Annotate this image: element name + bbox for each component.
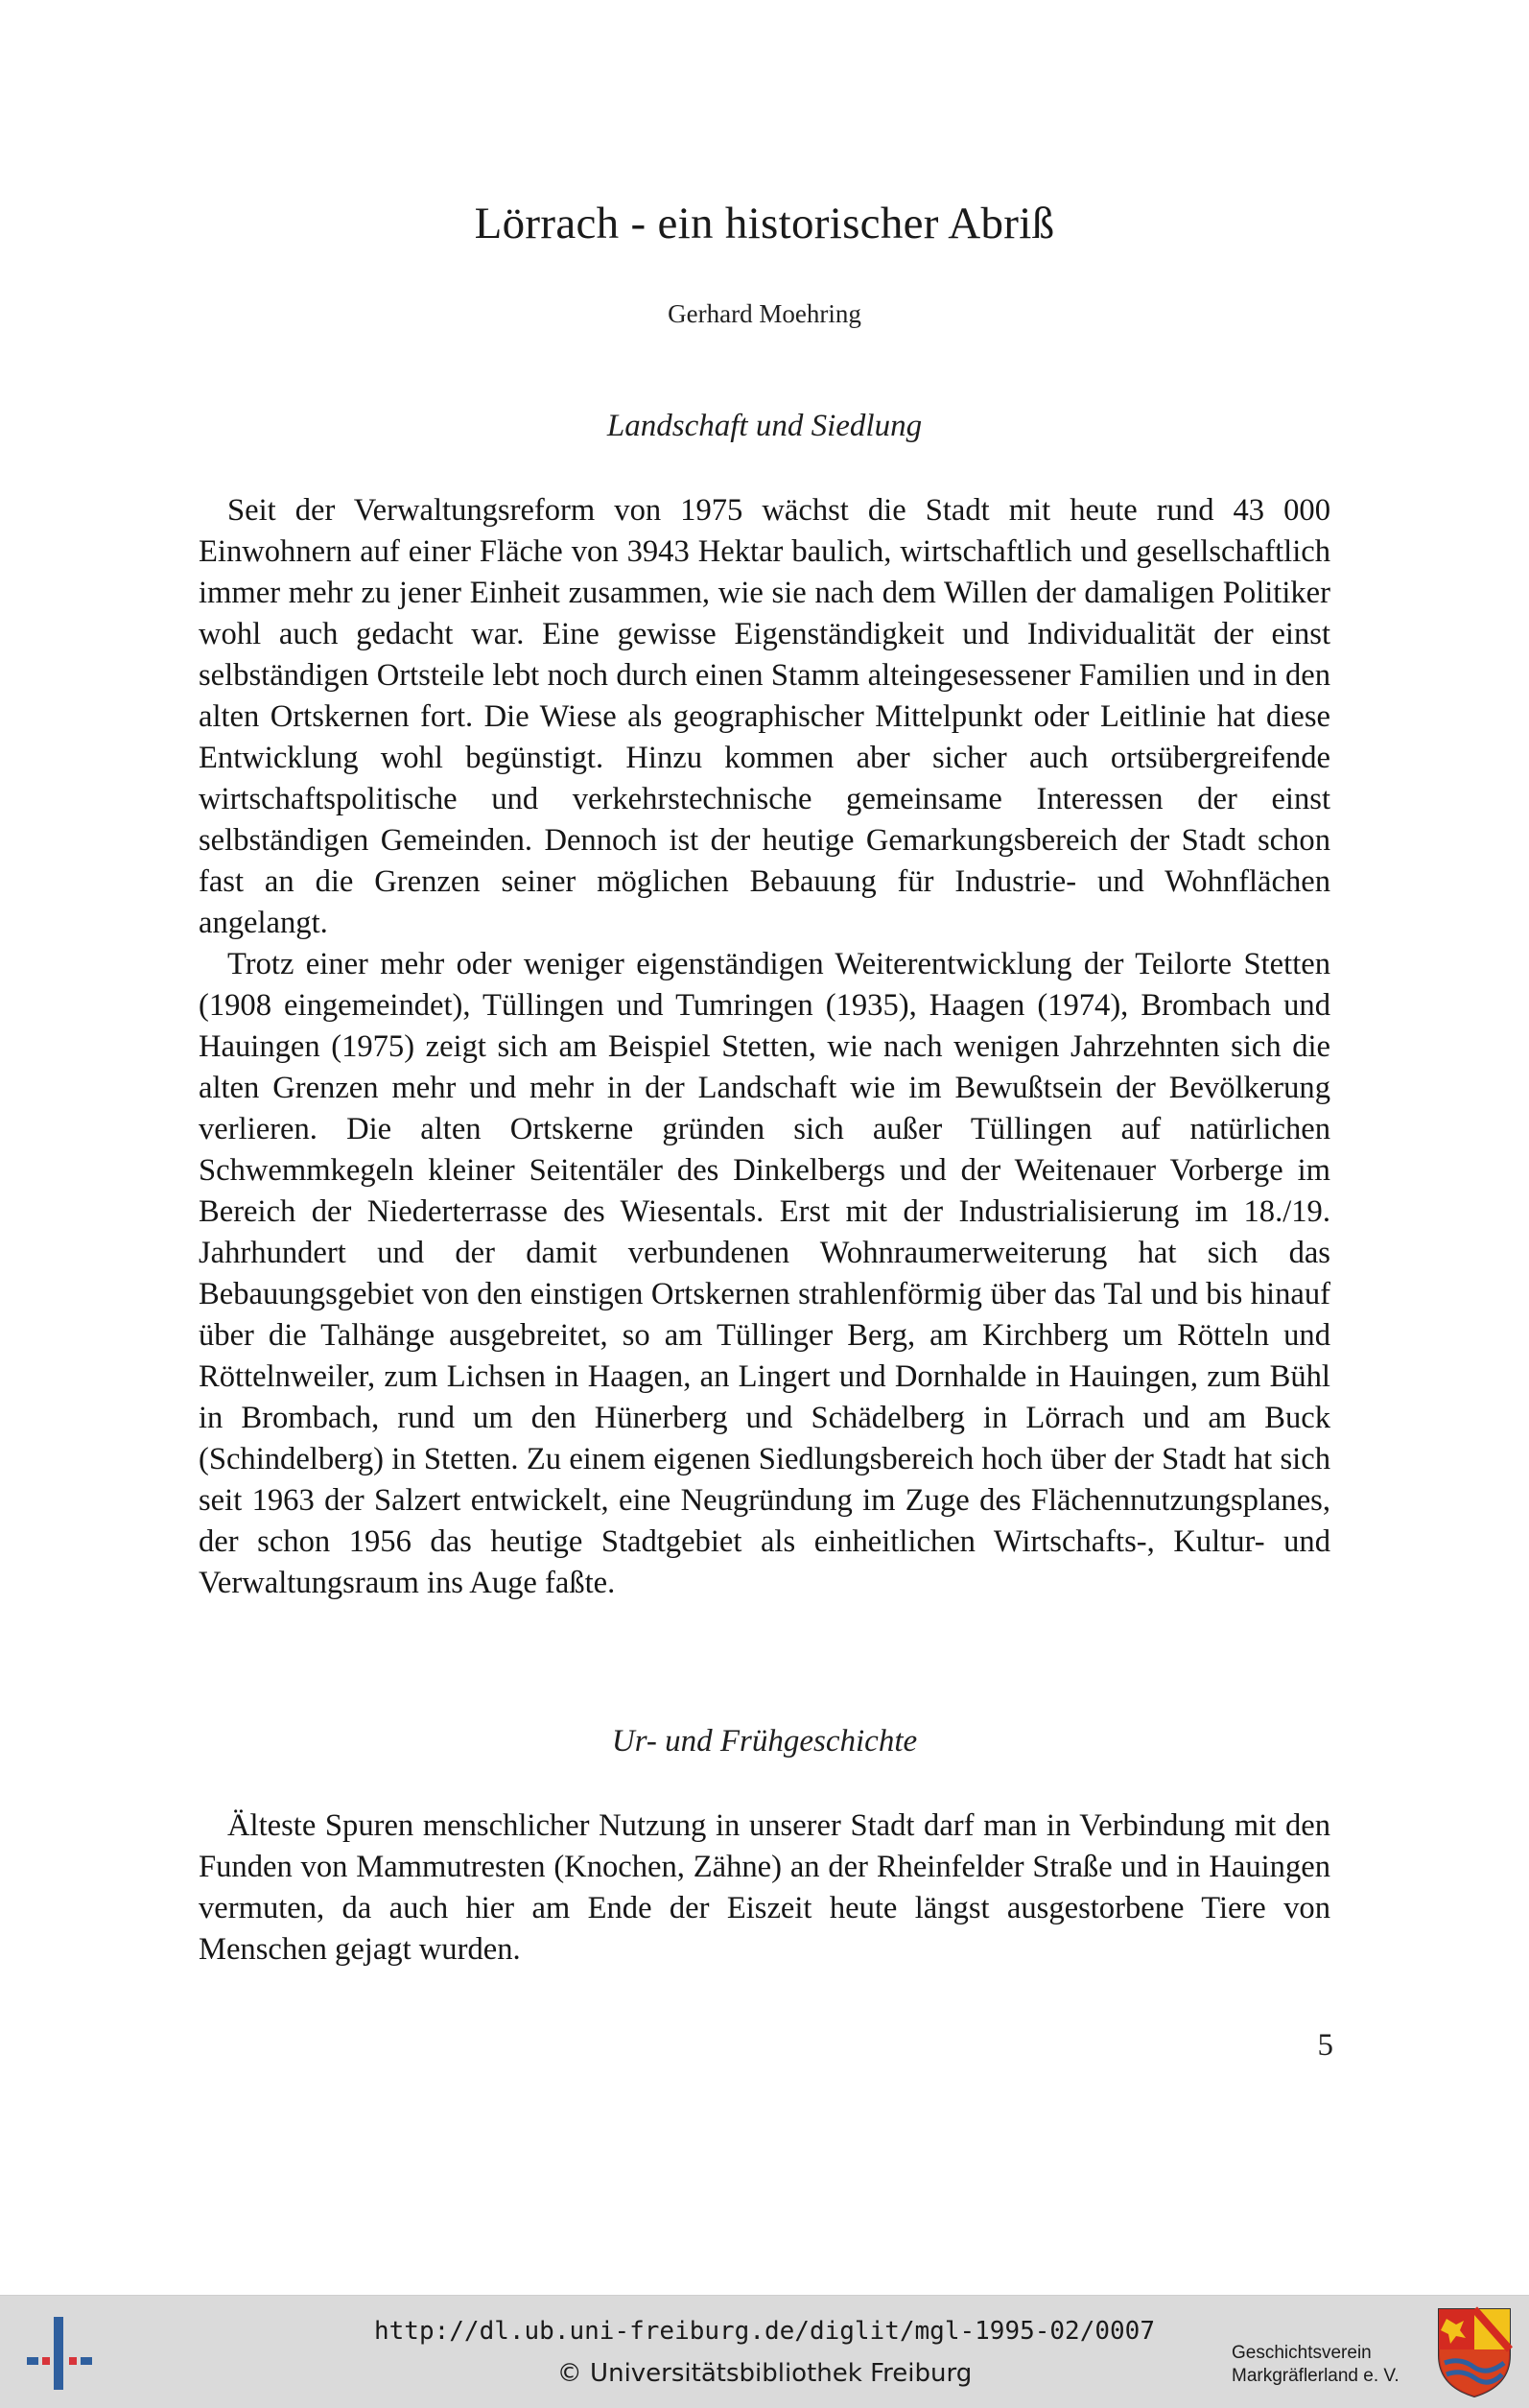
copyright-notice: © Universitätsbibliothek Freiburg <box>556 2359 973 2388</box>
source-url-link[interactable]: http://dl.ub.uni-freiburg.de/diglit/mgl-1995-02/0007 <box>374 2317 1155 2346</box>
paragraph: Trotz einer mehr oder weniger eigenständigen Weiterentwicklung der Teilorte Stetten (1908 eingemeindet), Tüllingen und Tumringen (1935), Haagen (1974), Brombach und Hauingen (1975) zeigt sich am Beispiel Stetten, wie nach wenigen Jahrzehnten sich die alten Grenzen mehr und mehr in der Landschaft wie im Bewußtsein der Bevölkerung verlieren. Die alten Ortskerne gründen sich außer Tüllingen auf natürlichen Schwemmkegeln kleiner Seitentäler des Dinkelbergs und der Weitenauer Vorberge im Bereich der Niederterrasse des Wiesentals. Erst mit der Industrialisierung im 18./19. Jahrhundert und der damit verbundenen Wohnraumerweiterung hat sich das Bebauungsgebiet von den einstigen Ortskernen strahlenförmig über das Tal und bis hinauf über die Talhänge ausgebreitet, so am Tüllinger Berg, am Kirchberg um Rötteln und Röttelnweiler, zum Lichsen in Haagen, an Lingert und Dornhalde in Hauingen, zum Bühl in Brombach, rund um den Hünerberg und Schädelberg in Lörrach und am Buck (Schindelberg) in Stetten. Zu einem eigenen Siedlungsbereich hoch über der Stadt hat sich seit 1963 der Salzert entwickelt, eine Neugründung im Zuge des Flächennutzungsplanes, der schon 1956 das heutige Stadtgebiet als einheitlichen Wirtschafts-, Kultur- und Verwaltungsraum ins Auge faßte. <box>199 947 1330 1600</box>
society-name-line2: Markgräflerland e. V. <box>1232 2366 1400 2386</box>
paragraph: Seit der Verwaltungsreform von 1975 wächst die Stadt mit heute rund 43 000 Einwohnern auf einer Fläche von 3943 Hektar baulich, wirtschaftlich und gesellschaftlich immer mehr zu jener Einheit zusammen, wie sie nach dem Willen der damaligen Politiker wohl auch gedacht war. Eine gewisse Eigenständigkeit und Individualität der einst selbständigen Ortsteile lebt noch durch einen Stamm alteingesessener Familien und in den alten Ortskernen fort. Die Wiese als geographischer Mittelpunkt oder Leitlinie hat diese Entwicklung wohl begünstigt. Hinzu kommen aber sicher auch ortsübergreifende wirtschaftspolitische und verkehrstechnische gemeinsame Interessen der einst selbständigen Gemeinden. Dennoch ist der heutige Gemarkungsbereich der Stadt schon fast an die Grenzen seiner möglichen Bebauung für Industrie- und Wohnflächen angelangt. <box>199 493 1330 940</box>
author-name: Gerhard Moehring <box>668 299 861 328</box>
society-name <box>1232 2342 1433 2388</box>
society-name-line1: Geschichtsverein <box>1232 2343 1372 2363</box>
page-number: 5 <box>1317 2028 1333 2063</box>
document-title: Lörrach - ein historischer Abriß <box>474 199 1055 248</box>
footer-bar <box>0 2295 1529 2408</box>
paragraph: Älteste Spuren menschlicher Nutzung in unserer Stadt darf man in Verbindung mit den Funden von Mammutresten (Knochen, Zähne) an der Rheinfelder Straße und in Hauingen vermuten, da auch hier am Ende der Eiszeit heute längst ausgestorbene Tiere von Menschen gejagt wurden. <box>199 1808 1330 1967</box>
section-heading-landscape: Landschaft und Siedlung <box>606 409 923 443</box>
coat-of-arms-icon <box>1435 2305 1514 2399</box>
section-body-prehistory <box>199 1806 1330 1971</box>
section-heading-prehistory: Ur- und Frühgeschichte <box>611 1724 918 1759</box>
section-body-landscape <box>199 490 1330 1604</box>
